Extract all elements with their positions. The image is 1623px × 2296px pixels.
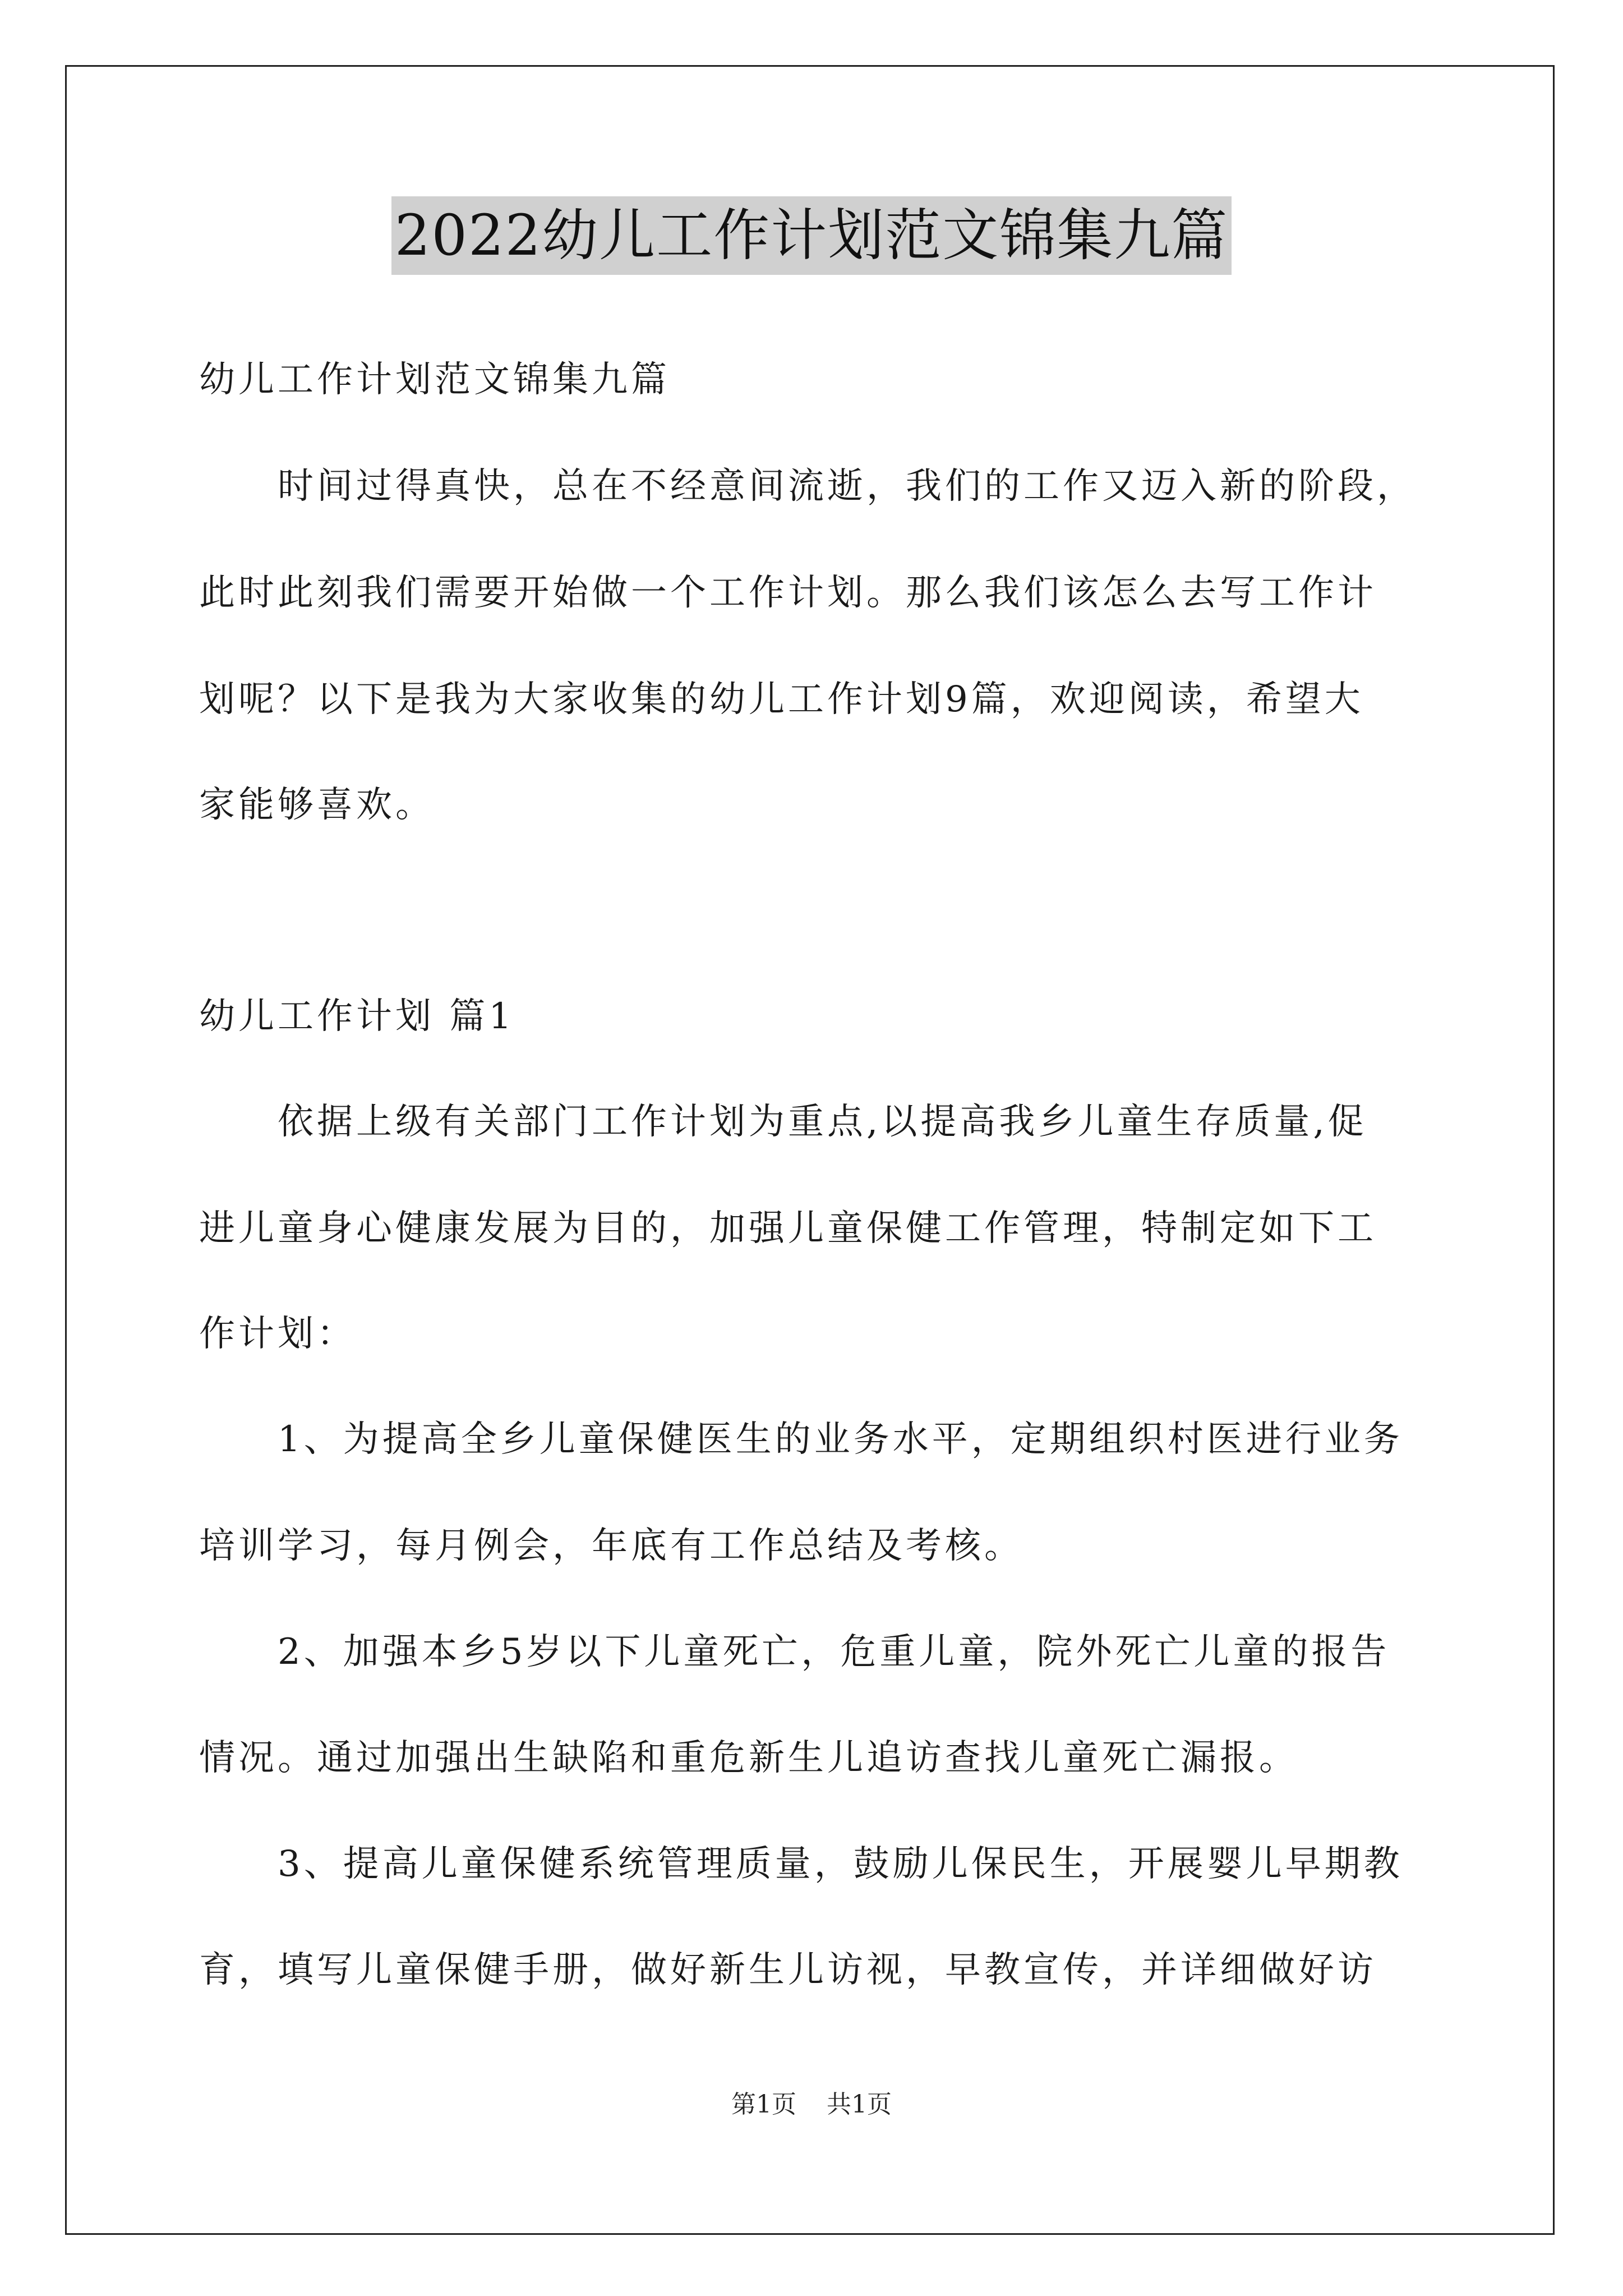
page-total: 共1页	[827, 2090, 892, 2119]
paragraph-line: 3、提高儿童保健系统管理质量，鼓励儿保民生，开展婴儿早期教	[199, 1843, 1403, 1885]
paragraph-line: 时间过得真快，总在不经意间流逝，我们的工作又迈入新的阶段，	[199, 466, 1416, 507]
paragraph-line: 划呢？以下是我为大家收集的幼儿工作计划9篇，欢迎阅读，希望大	[199, 679, 1364, 720]
paragraph-line: 进儿童身心健康发展为目的，加强儿童保健工作管理，特制定如下工	[199, 1208, 1377, 1249]
paragraph-line: 情况。通过加强出生缺陷和重危新生儿追访查找儿童死亡漏报。	[199, 1737, 1298, 1779]
page-number: 第1页	[731, 2090, 796, 2119]
title-container	[0, 196, 1623, 275]
paragraph-line: 1、为提高全乡儿童保健医生的业务水平，定期组织村医进行业务	[199, 1419, 1403, 1460]
document-subtitle: 幼儿工作计划范文锦集九篇	[199, 359, 670, 401]
paragraph-line: 育，填写儿童保健手册，做好新生儿访视，早教宣传，并详细做好访	[199, 1949, 1377, 1991]
paragraph-line: 依据上级有关部门工作计划为重点,以提高我乡儿童生存质量,促	[199, 1101, 1367, 1143]
paragraph-line: 作计划：	[199, 1313, 356, 1355]
paragraph-line: 培训学习，每月例会，年底有工作总结及考核。	[199, 1525, 1023, 1567]
page-footer	[0, 2088, 1623, 2122]
paragraph-line: 此时此刻我们需要开始做一个工作计划。那么我们该怎么去写工作计	[199, 572, 1377, 614]
section-heading: 幼儿工作计划 篇1	[199, 996, 515, 1037]
document-title: 2022幼儿工作计划范文锦集九篇	[391, 196, 1232, 275]
paragraph-line: 2、加强本乡5岁以下儿童死亡，危重儿童，院外死亡儿童的报告	[199, 1631, 1390, 1673]
paragraph-line: 家能够喜欢。	[199, 784, 435, 826]
